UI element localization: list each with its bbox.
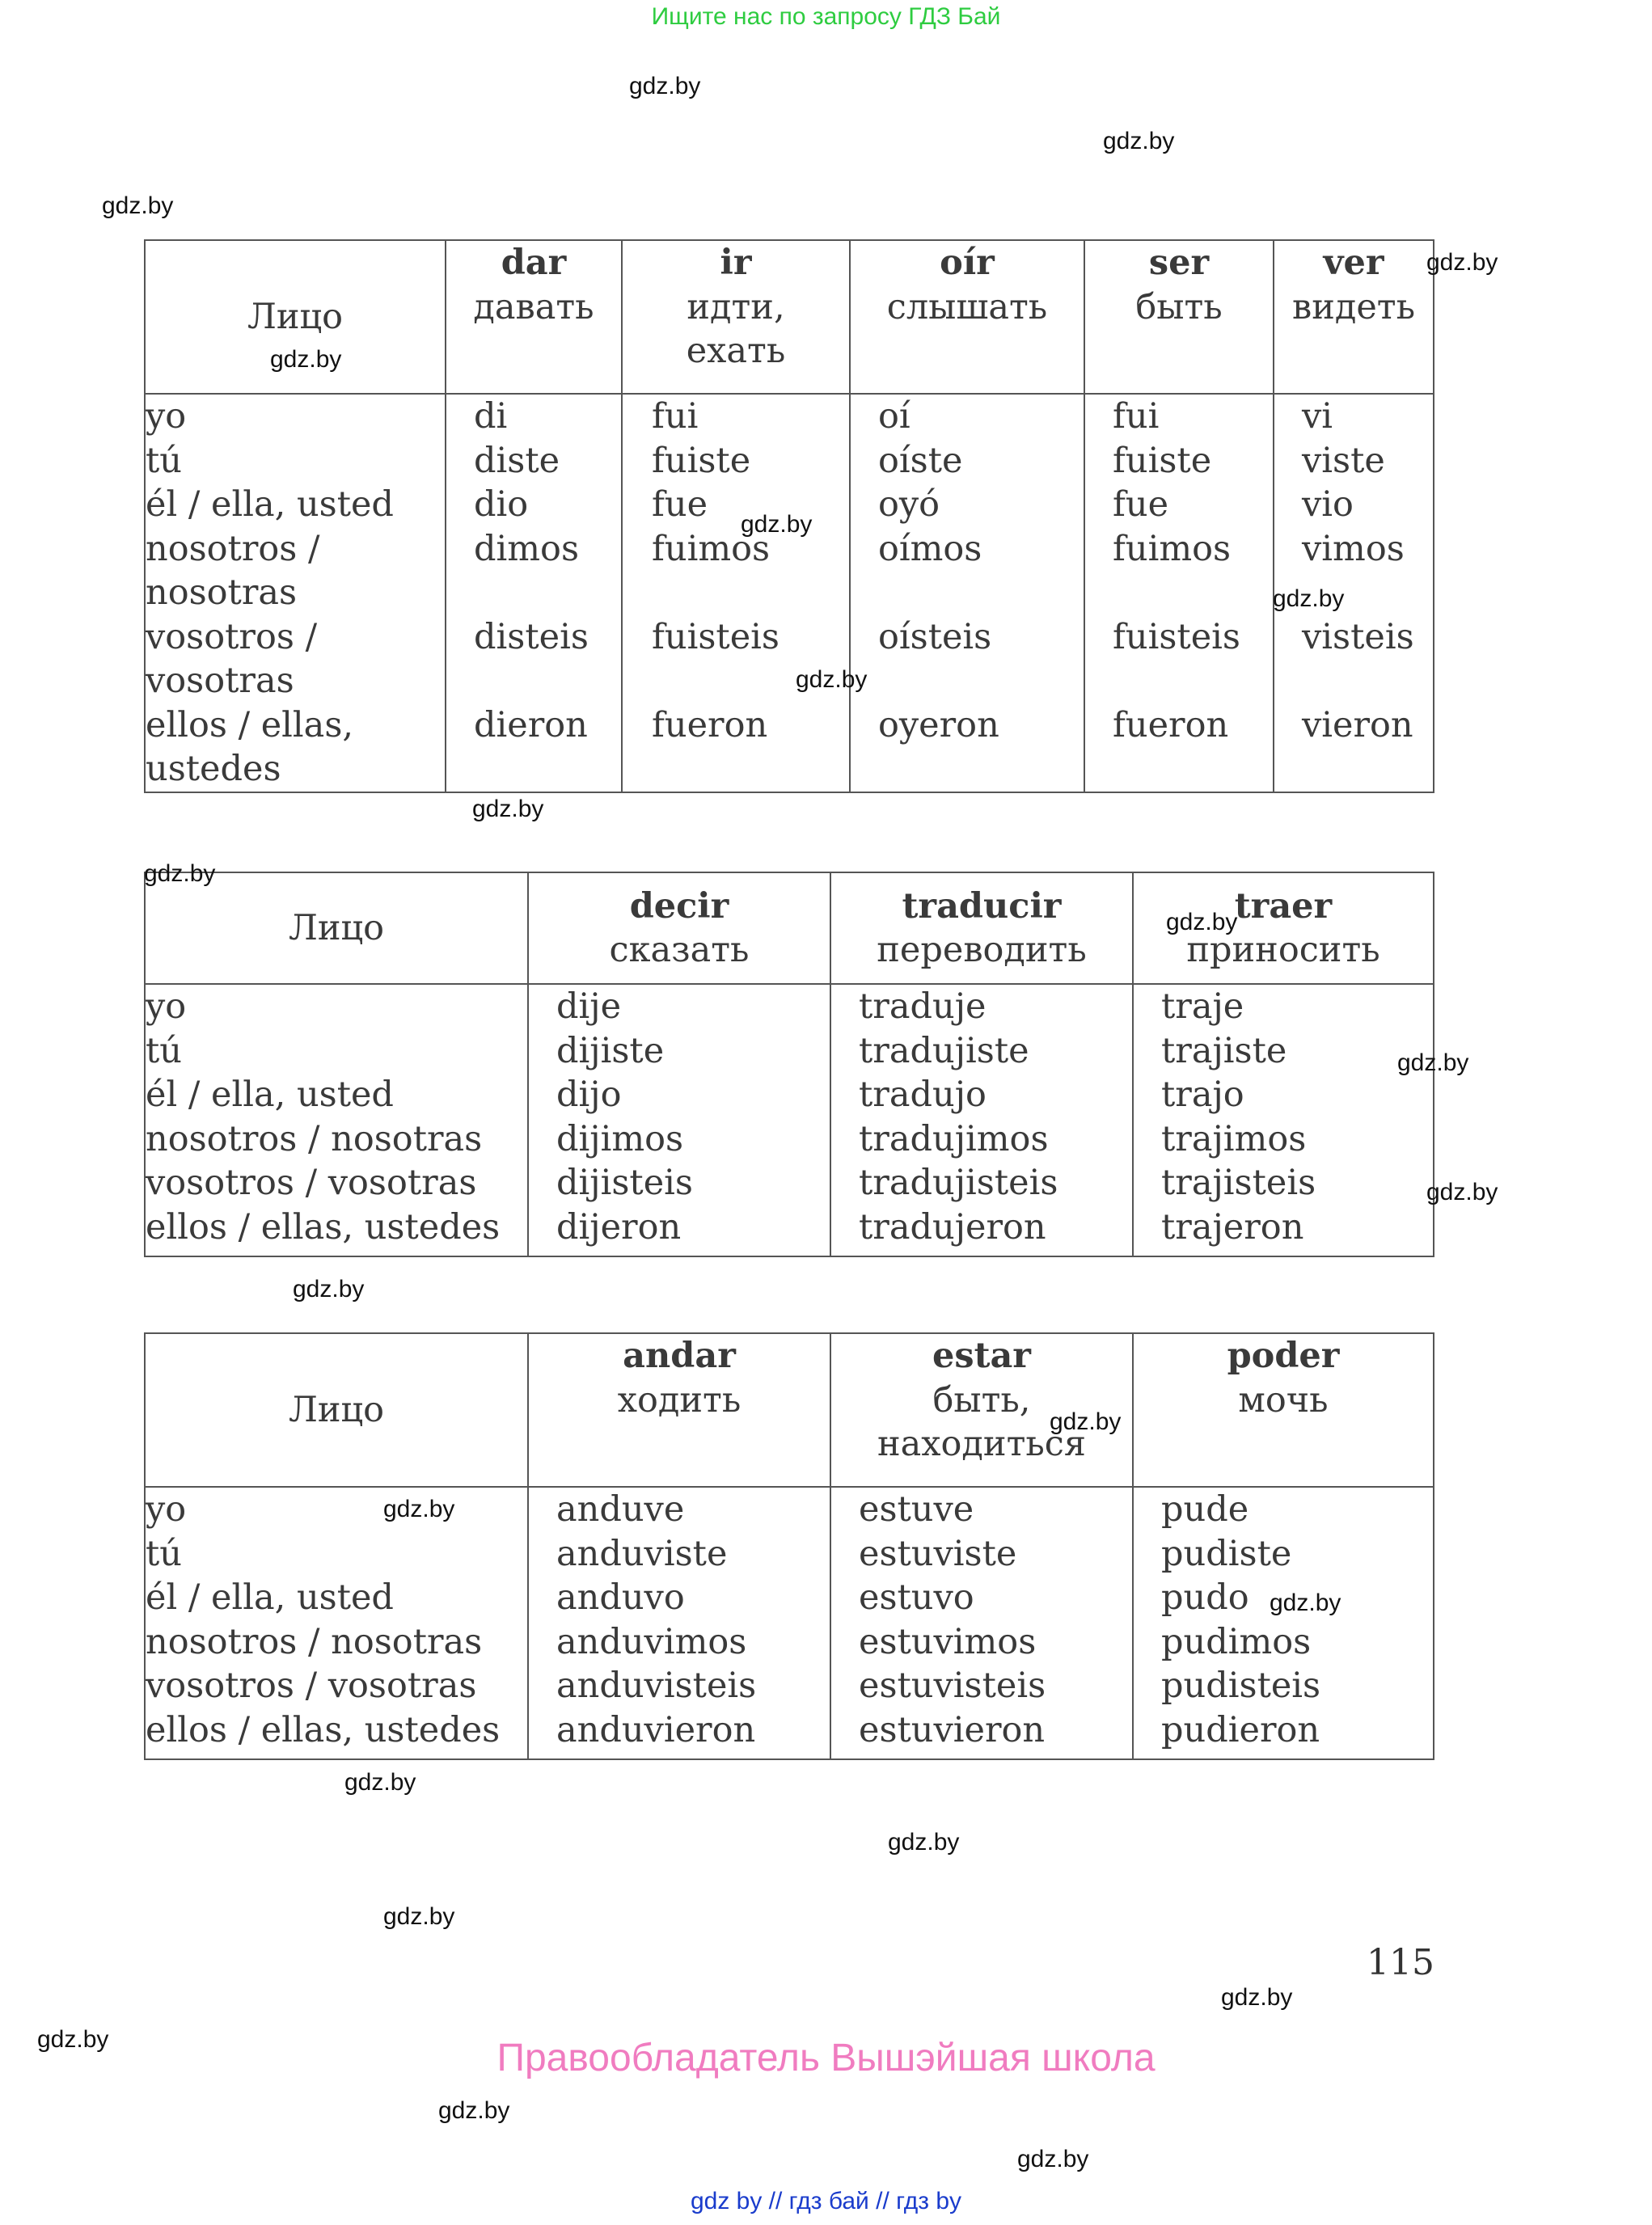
verb-header-poder: poder мочь bbox=[1133, 1333, 1434, 1487]
watermark: gdz.by bbox=[1221, 1984, 1293, 2011]
verb-header-dar: dar давать bbox=[446, 240, 622, 394]
verb-header-decir: decir сказать bbox=[528, 872, 830, 984]
verb-header-ir: ir идти, ехать bbox=[622, 240, 850, 394]
forms-oir: oí oíste oyó oímos oísteis oyeron bbox=[850, 394, 1084, 792]
page-number: 115 bbox=[1367, 1942, 1434, 1983]
verb-header-ser: ser быть bbox=[1084, 240, 1274, 394]
watermark: gdz.by bbox=[1426, 249, 1498, 276]
watermark: gdz.by bbox=[1050, 1408, 1122, 1435]
watermark: gdz.by bbox=[383, 1496, 455, 1522]
person-column: yo tú él / ella, usted nosotros / nosotras vosotros / vosotras ellos / ellas, ustedes bbox=[145, 1487, 528, 1759]
verb-header-oir: oír слышать bbox=[850, 240, 1084, 394]
watermark: gdz.by bbox=[629, 73, 701, 99]
forms-traer: traje trajiste trajo trajimos trajisteis trajeron bbox=[1133, 984, 1434, 1256]
watermark: gdz.by bbox=[1273, 585, 1345, 612]
conjugation-table-2 bbox=[144, 872, 1434, 1257]
watermark: gdz.by bbox=[37, 2026, 109, 2053]
person-header: Лицо bbox=[145, 872, 528, 984]
forms-estar: estuve estuviste estuvo estuvimos estuvisteis estuvieron bbox=[830, 1487, 1133, 1759]
verb-header-ver: ver видеть bbox=[1274, 240, 1434, 394]
watermark: gdz.by bbox=[1166, 909, 1238, 935]
forms-poder: pude pudiste pudo pudimos pudisteis pudieron bbox=[1133, 1487, 1434, 1759]
person-column: yo tú él / ella, usted nosotros / nosotras vosotros / vosotras ellos / ellas, ustedes bbox=[145, 984, 528, 1256]
verb-header-traducir: traducir переводить bbox=[830, 872, 1133, 984]
person-header: Лицо bbox=[145, 240, 446, 394]
forms-traducir: traduje tradujiste tradujo tradujimos tradujisteis tradujeron bbox=[830, 984, 1133, 1256]
top-note: Ищите нас по запросу ГДЗ Бай bbox=[651, 3, 1001, 30]
rights-holder: Правообладатель Вышэйшая школа bbox=[496, 2037, 1156, 2079]
verb-header-estar: estar быть, находиться bbox=[830, 1333, 1133, 1487]
forms-ser: fui fuiste fue fuimos fuisteis fueron bbox=[1084, 394, 1274, 792]
forms-dar: di diste dio dimos disteis dieron bbox=[446, 394, 622, 792]
watermark: gdz.by bbox=[383, 1903, 455, 1930]
verb-header-traer: traer приносить bbox=[1133, 872, 1434, 984]
watermark: gdz.by bbox=[144, 860, 216, 887]
watermark: gdz.by bbox=[796, 666, 868, 693]
watermark: gdz.by bbox=[888, 1829, 960, 1856]
watermark: gdz.by bbox=[1270, 1590, 1341, 1616]
forms-decir: dije dijiste dijo dijimos dijisteis dijeron bbox=[528, 984, 830, 1256]
watermark: gdz.by bbox=[293, 1276, 365, 1302]
forms-ver: vi viste vio vimos visteis vieron bbox=[1274, 394, 1434, 792]
watermark: gdz.by bbox=[1397, 1049, 1469, 1076]
watermark: gdz.by bbox=[344, 1769, 416, 1796]
watermark: gdz.by bbox=[438, 2097, 510, 2124]
watermark: gdz.by bbox=[472, 796, 544, 822]
bottom-links[interactable]: gdz by // гдз бай // гдз by bbox=[690, 2188, 962, 2214]
verb-header-andar: andar ходить bbox=[528, 1333, 830, 1487]
watermark: gdz.by bbox=[741, 511, 813, 538]
watermark: gdz.by bbox=[1103, 128, 1175, 154]
person-header: Лицо bbox=[145, 1333, 528, 1487]
forms-ir: fui fuiste fue fuimos fuisteis fueron bbox=[622, 394, 850, 792]
forms-andar: anduve anduviste anduvo anduvimos anduvisteis anduvieron bbox=[528, 1487, 830, 1759]
person-column: yo tú él / ella, usted nosotros / nosotras vosotros / vosotras ellos / ellas, ustedes bbox=[145, 394, 446, 792]
watermark: gdz.by bbox=[1017, 2146, 1089, 2172]
conjugation-table-3 bbox=[144, 1332, 1434, 1760]
watermark: gdz.by bbox=[270, 346, 342, 373]
watermark: gdz.by bbox=[102, 192, 174, 219]
watermark: gdz.by bbox=[1426, 1179, 1498, 1205]
